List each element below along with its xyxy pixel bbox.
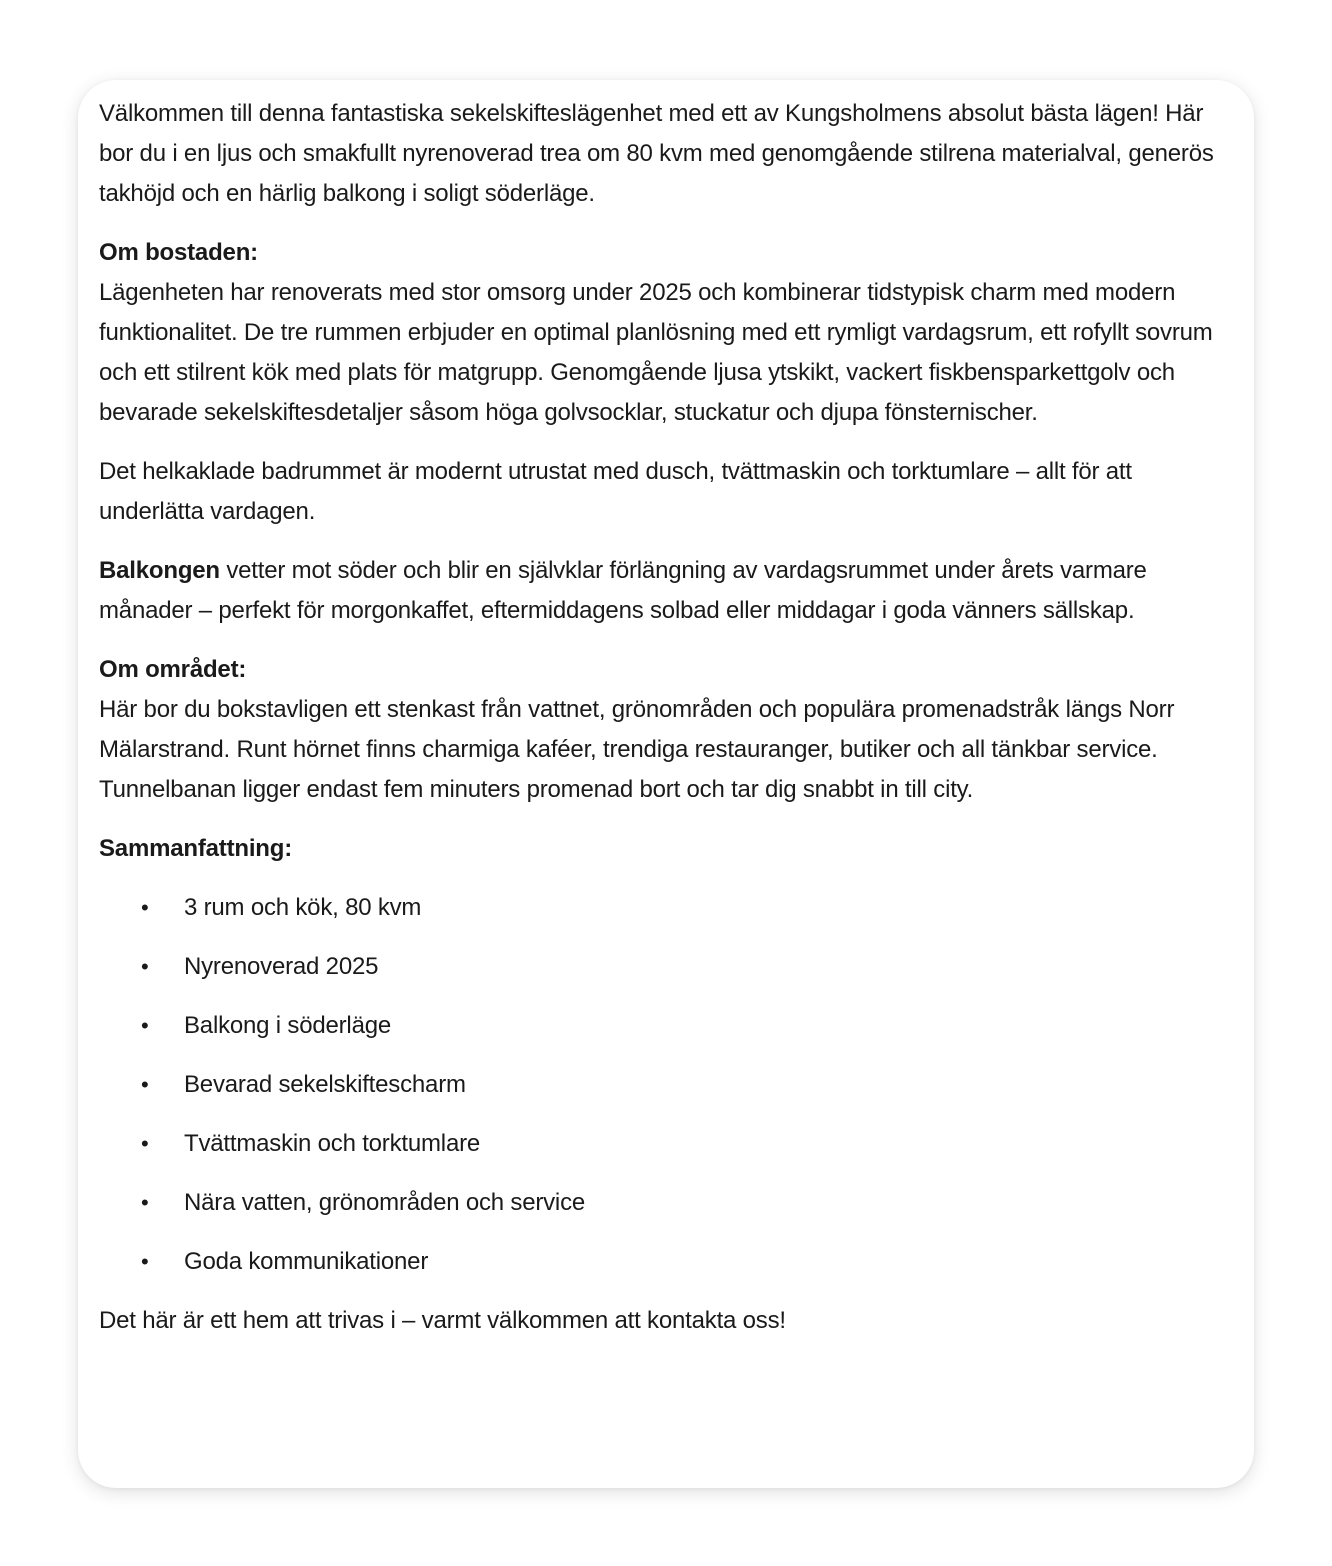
summary-heading-paragraph	[99, 829, 1240, 869]
summary-item	[99, 1183, 1240, 1223]
summary-item-text: Balkong i söderläge	[184, 1012, 392, 1039]
bullet-icon: •	[141, 895, 149, 920]
summary-item-text: 3 rum och kök, 80 kvm	[184, 894, 422, 921]
summary-item	[99, 1065, 1240, 1105]
bullet-icon: •	[141, 1249, 149, 1274]
summary-item-text: Bevarad sekelskiftescharm	[184, 1071, 466, 1098]
bullet-icon: •	[141, 1131, 149, 1156]
summary-heading: Sammanfattning:	[99, 835, 293, 862]
summary-item	[99, 1242, 1240, 1282]
listing-card	[78, 80, 1254, 1488]
listing-description	[99, 94, 1240, 1341]
about-home-heading: Om bostaden:	[99, 239, 258, 266]
about-area-heading: Om området:	[99, 656, 247, 683]
about-area-text: Här bor du bokstavligen ett stenkast från vattnet, grönområden och populära promenadstråk längs Norr Mälarstrand. Runt hörnet finns charmiga kaféer, trendiga restauranger, butiker och all tänkbar service. Tunnelbanan ligger endast fem minuters promenad bort och tar dig snabbt in till city.	[99, 696, 1175, 803]
summary-list	[99, 888, 1240, 1282]
about-home-text: Lägenheten har renoverats med stor omsorg under 2025 och kombinerar tidstypisk charm med modern funktionalitet. De tre rummen erbjuder en optimal planlösning med ett rymligt vardagsrum, ett rofyllt sovrum och ett stilrent kök med plats för matgrupp. Genomgående ljusa ytskikt, vackert fiskbensparkettgolv och bevarade sekelskiftesdetaljer såsom höga golvsocklar, stuckatur och djupa fönsternischer.	[99, 279, 1213, 426]
summary-item-text: Nära vatten, grönområden och service	[184, 1189, 586, 1216]
summary-item	[99, 1124, 1240, 1164]
about-area-section	[99, 650, 1240, 810]
balcony-bold-label: Balkongen	[99, 557, 220, 584]
intro-paragraph: Välkommen till denna fantastiska sekelskifteslägenhet med ett av Kungsholmens absolut bästa lägen! Här bor du i en ljus och smakfullt nyrenoverad trea om 80 kvm med genomgående stilrena materialval, generös takhöjd och en härlig balkong i soligt söderläge.	[99, 100, 1214, 207]
balcony-text: vetter mot söder och blir en självklar förlängning av vardagsrummet under årets varmare månader – perfekt för morgonkaffet, eftermiddagens solbad eller middagar i goda vänners sällskap.	[99, 557, 1147, 624]
bullet-icon: •	[141, 1072, 149, 1097]
bathroom-paragraph: Det helkaklade badrummet är modernt utrustat med dusch, tvättmaskin och torktumlare – allt för att underlätta vardagen.	[99, 458, 1132, 525]
closing-paragraph: Det här är ett hem att trivas i – varmt välkommen att kontakta oss!	[99, 1307, 786, 1334]
summary-item	[99, 888, 1240, 928]
summary-item-text: Nyrenoverad 2025	[184, 953, 379, 980]
bullet-icon: •	[141, 1013, 149, 1038]
bullet-icon: •	[141, 954, 149, 979]
bullet-icon: •	[141, 1190, 149, 1215]
summary-item-text: Tvättmaskin och torktumlare	[184, 1130, 481, 1157]
summary-item	[99, 947, 1240, 987]
summary-item-text: Goda kommunikationer	[184, 1248, 429, 1275]
about-home-section	[99, 233, 1240, 433]
summary-item	[99, 1006, 1240, 1046]
balcony-paragraph	[99, 551, 1240, 631]
